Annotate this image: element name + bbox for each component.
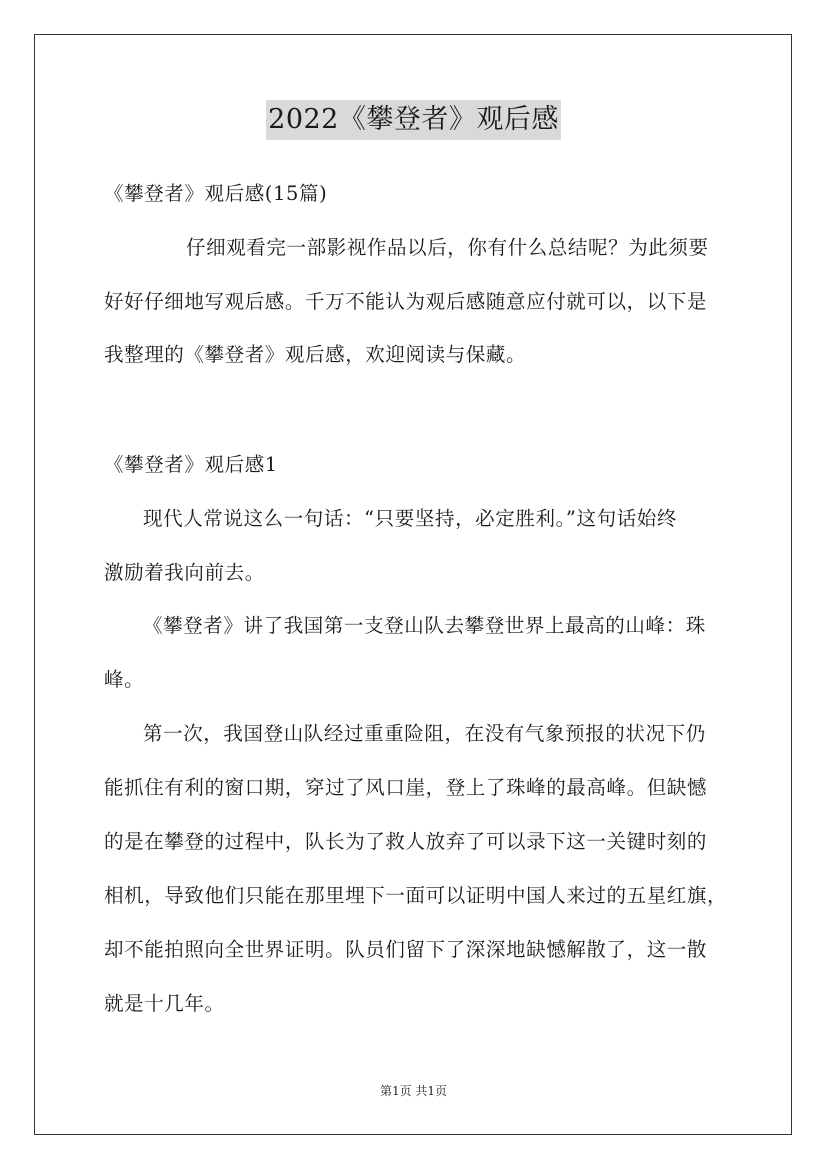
body-line: 现代人常说这么一句话：“只要坚持，必定胜利。”这句话始终 — [143, 507, 677, 530]
body-line: 第一次，我国登山队经过重重险阻，在没有气象预报的状况下仍 — [143, 722, 706, 745]
section-heading: 《攀登者》观后感1 — [104, 453, 278, 476]
body-line: 就是十几年。 — [104, 992, 225, 1015]
body-line: 相机，导致他们只能在那里埋下一面可以证明中国人来过的五星红旗， — [104, 884, 728, 907]
document-title: 2022《攀登者》观后感 — [266, 100, 561, 140]
body-line: 的是在攀登的过程中，队长为了救人放弃了可以录下这一关键时刻的 — [104, 830, 708, 853]
intro-line: 我整理的《攀登者》观后感，欢迎阅读与保藏。 — [104, 343, 527, 366]
body-line: 能抓住有利的窗口期，穿过了风口崖，登上了珠峰的最高峰。但缺憾 — [104, 776, 708, 799]
body-line: 《攀登者》讲了我国第一支登山队去攀登世界上最高的山峰：珠 — [143, 614, 706, 637]
body-line: 激励着我向前去。 — [104, 561, 265, 584]
document-title-block — [0, 100, 827, 140]
body-line: 却不能拍照向全世界证明。队员们留下了深深地缺憾解散了，这一散 — [104, 938, 708, 961]
intro-line: 仔细观看完一部影视作品以后，你有什么总结呢？为此须要 — [186, 236, 709, 259]
page-footer: 第1页 共1页 — [379, 1084, 448, 1098]
subtitle: 《攀登者》观后感(15篇) — [104, 182, 328, 205]
intro-line: 好好仔细地写观后感。千万不能认为观后感随意应付就可以，以下是 — [104, 290, 708, 313]
body-line: 峰。 — [104, 668, 145, 691]
